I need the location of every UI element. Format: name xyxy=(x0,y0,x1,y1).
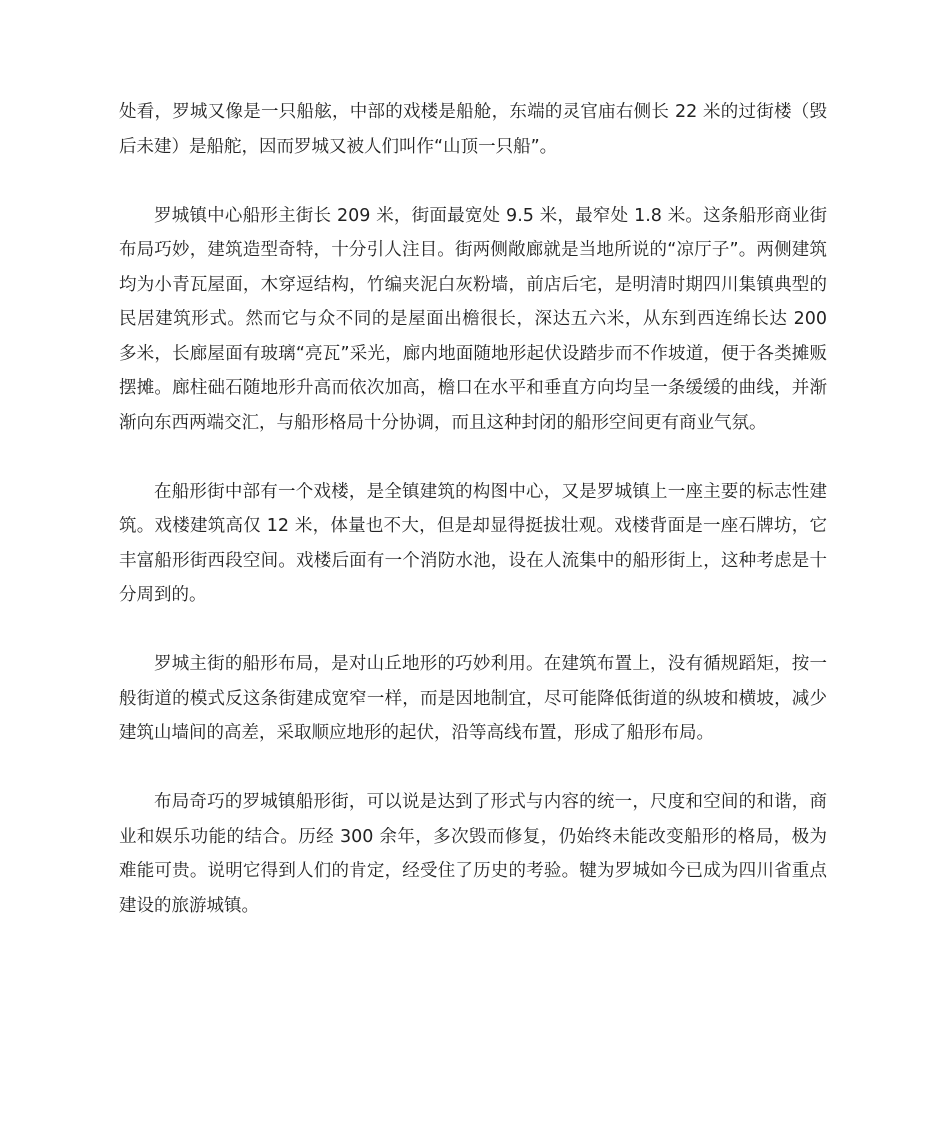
document-body xyxy=(119,95,827,958)
paragraph-5: 布局奇巧的罗城镇船形街，可以说是达到了形式与内容的统一，尺度和空间的和谐，商业和娱乐功能的结合。历经 300 余年，多次毁而修复，仍始终未能改变船形的格局，极为难能可贵。说明它得到人们的肯定，经受住了历史的考验。犍为罗城如今已成为四川省重点建设的旅游城镇。 xyxy=(119,792,827,916)
paragraph-1: 处看，罗城又像是一只船舷，中部的戏楼是船舱，东端的灵官庙右侧长 22 米的过街楼（毁后未建）是船舵，因而罗城又被人们叫作“山顶一只船”。 xyxy=(119,102,827,157)
paragraph-2: 罗城镇中心船形主街长 209 米，街面最宽处 9.5 米，最窄处 1.8 米。这条船形商业街布局巧妙，建筑造型奇特，十分引人注目。街两侧敞廊就是当地所说的“凉厅子”。两侧建筑均为小青瓦屋面，木穿逗结构，竹编夹泥白灰粉墙，前店后宅，是明清时期四川集镇典型的民居建筑形式。然而它与众不同的是屋面出檐很长，深达五六米，从东到西连绵长达 200 多米，长廊屋面有玻璃“亮瓦”采光，廊内地面随地形起伏设踏步而不作坡道，便于各类摊贩摆摊。廊柱础石随地形升高而依次加高，檐口在水平和垂直方向均呈一条缓缓的曲线，并渐渐向东西两端交汇，与船形格局十分协调，而且这种封闭的船形空间更有商业气氛。 xyxy=(119,205,827,433)
paragraph-4: 罗城主街的船形布局，是对山丘地形的巧妙利用。在建筑布置上，没有循规蹈矩，按一般街道的模式反这条街建成宽窄一样，而是因地制宜，尽可能降低街道的纵坡和横坡，减少建筑山墙间的高差，采取顺应地形的起伏，沿等高线布置，形成了船形布局。 xyxy=(119,654,827,743)
paragraph-3: 在船形街中部有一个戏楼，是全镇建筑的构图中心，又是罗城镇上一座主要的标志性建筑。戏楼建筑高仅 12 米，体量也不大，但是却显得挺拔壮观。戏楼背面是一座石牌坊，它丰富船形街西段空间。戏楼后面有一个消防水池，设在人流集中的船形街上，这种考虑是十分周到的。 xyxy=(119,481,827,605)
